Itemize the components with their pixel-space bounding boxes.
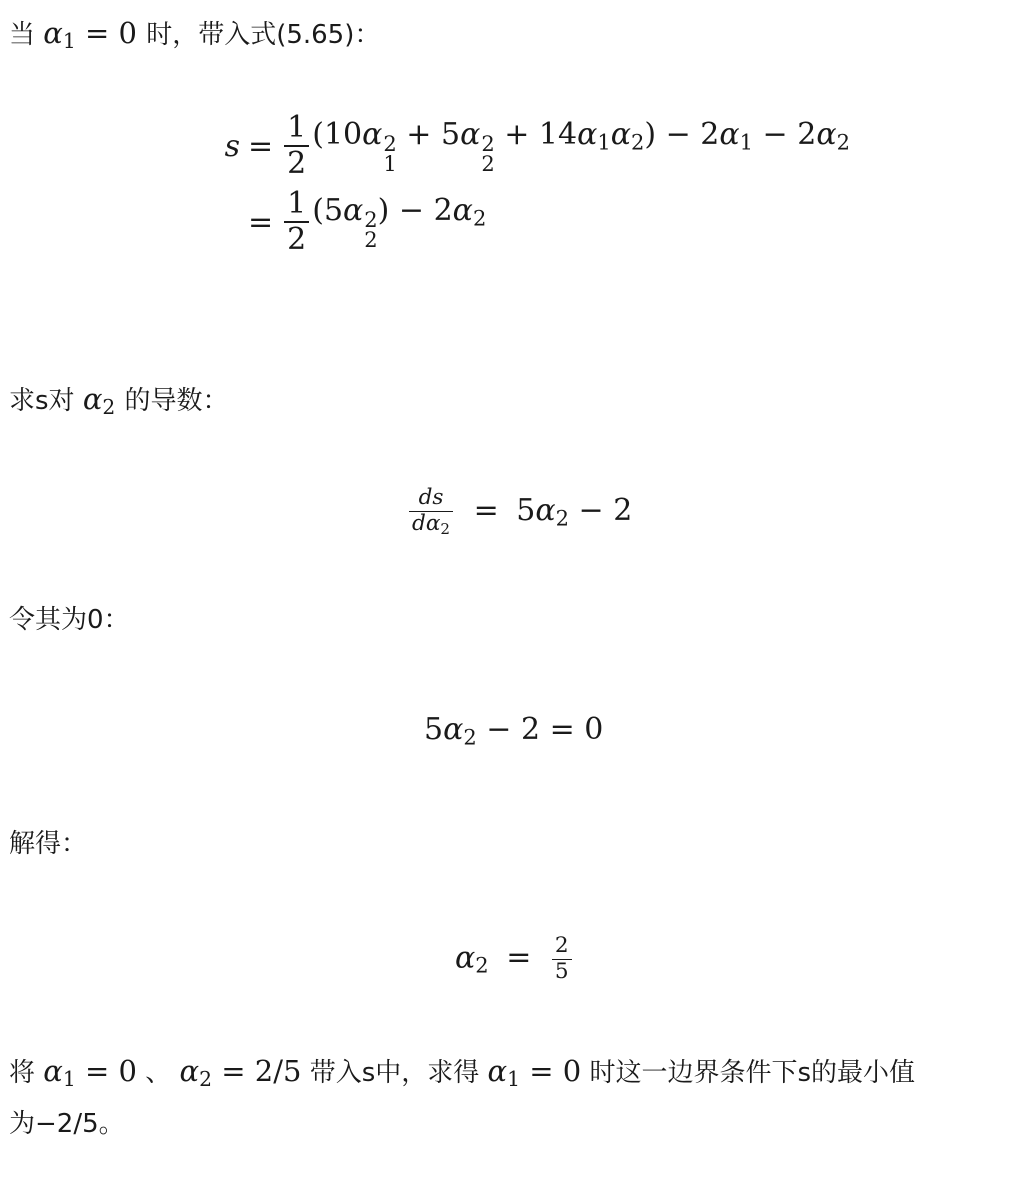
fraction-ds-dalpha2: $\frac{ds}{d\alpha_2}$ bbox=[409, 486, 453, 538]
equation-derivative: $\frac{ds}{d\alpha_2}$ = $5\alpha_2 - 2$ bbox=[406, 486, 632, 538]
fraction-one-half: $\frac{1}{2}$ bbox=[284, 111, 309, 182]
paragraph-derivative bbox=[9, 376, 229, 424]
text-comma: 、 bbox=[145, 1058, 172, 1088]
equation-line-2: = $\frac{1}{2}$ (5α 2 2 ) − $2\alpha_2$ bbox=[248, 185, 487, 257]
text-derivative-of-s: 求s对 bbox=[9, 386, 75, 416]
text-substitute-into-s: 带入s中，求得 bbox=[309, 1058, 480, 1088]
text-when: 当 bbox=[9, 20, 36, 50]
inline-math-alpha1-zero: $\alpha_1 = 0$ bbox=[43, 16, 147, 54]
equation-solution: $\alpha_2$ = $\frac{2}{5}$ bbox=[455, 934, 575, 985]
fraction-one-half-2: $\frac{1}{2}$ bbox=[284, 187, 309, 258]
inline-math-alpha1-zero-3: $\alpha_1 = 0$ bbox=[487, 1054, 582, 1092]
equation-line-1: s = $\frac{1}{2}$ (10α 2 1 + 5α 2 2 + $14\alpha_1\alpha_2) - 2\alpha_1 - 2\alpha_2$ bbox=[182, 108, 850, 184]
text-boundary-minimum: 时这一边界条件下s的最小值 bbox=[589, 1058, 916, 1088]
eq1-line2-expression: (5α 2 2 ) − $2\alpha_2$ bbox=[312, 192, 487, 253]
inline-math-alpha2: $\alpha_2$ bbox=[82, 382, 116, 420]
paragraph-conclusion bbox=[9, 1048, 915, 1096]
fraction-two-fifths: $\frac{2}{5}$ bbox=[552, 934, 572, 985]
text-derivative: 的导数： bbox=[124, 386, 229, 416]
text-substitute-formula: 时，带入式(5.65)： bbox=[146, 20, 381, 50]
text-take: 将 bbox=[9, 1058, 36, 1088]
eq-lhs-s: s bbox=[224, 128, 240, 164]
paragraph-conclusion-line2: 为−2/5。 bbox=[9, 1109, 125, 1139]
paragraph-substitute bbox=[9, 10, 380, 58]
equation-set-zero: $5\alpha_2 - 2 = 0$ bbox=[424, 712, 604, 750]
inline-math-alpha2-value: $\alpha_2 = 2/5$ bbox=[179, 1054, 302, 1092]
paragraph-solve: 解得： bbox=[9, 829, 88, 859]
inline-math-alpha1-zero-2: $\alpha_1 = 0$ bbox=[43, 1054, 137, 1092]
derivative-rhs: $5\alpha_2 - 2$ bbox=[516, 492, 633, 531]
paragraph-set-zero: 令其为0： bbox=[9, 605, 130, 635]
eq1-line1-expression: (10α 2 1 + 5α 2 2 + $14\alpha_1\alpha_2) - 2\alpha_1 - 2\alpha_2$ bbox=[312, 116, 850, 177]
equation-s-expansion bbox=[182, 108, 850, 260]
